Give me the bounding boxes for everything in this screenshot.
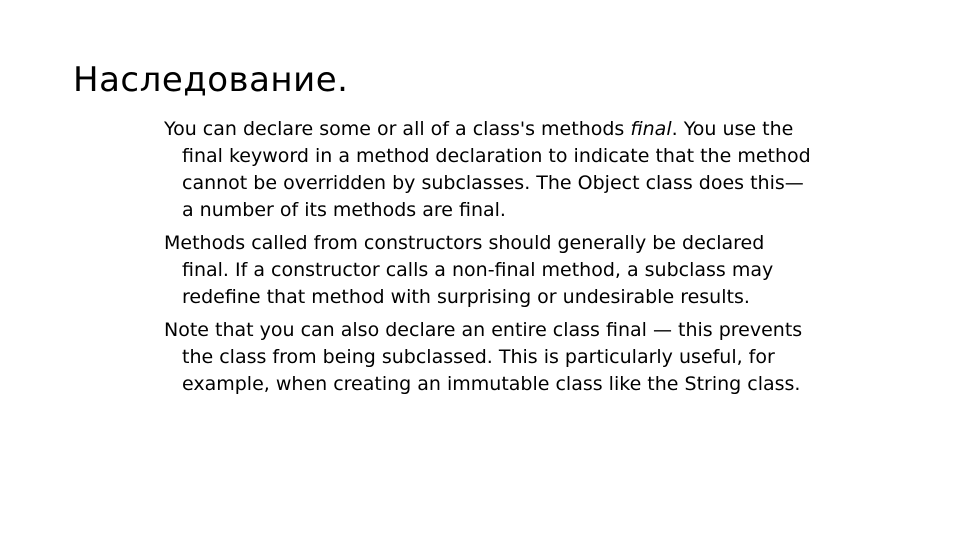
slide-body [164,116,814,404]
paragraph-text: You can declare some or all of a class's methods [164,118,631,140]
paragraph-final-class: Note that you can also declare an entire class final — this prevents the class from being subclassed. This is particularly useful, for example, when creating an immutable class like the String class. [164,319,803,395]
paragraph-constructors: Methods called from constructors should generally be declared final. If a constructor calls a non-final method, a subclass may redefine that method with surprising or undesirable results. [164,232,774,308]
emphasis-final: final [630,118,672,140]
paragraph-final-methods [164,116,814,224]
paragraph-text: . You use the final keyword in a method declaration to indicate that the method cannot be overridden by subclasses. The Object class does this—a number of its methods are final. [182,118,811,221]
slide-title: Наследование. [73,60,349,100]
